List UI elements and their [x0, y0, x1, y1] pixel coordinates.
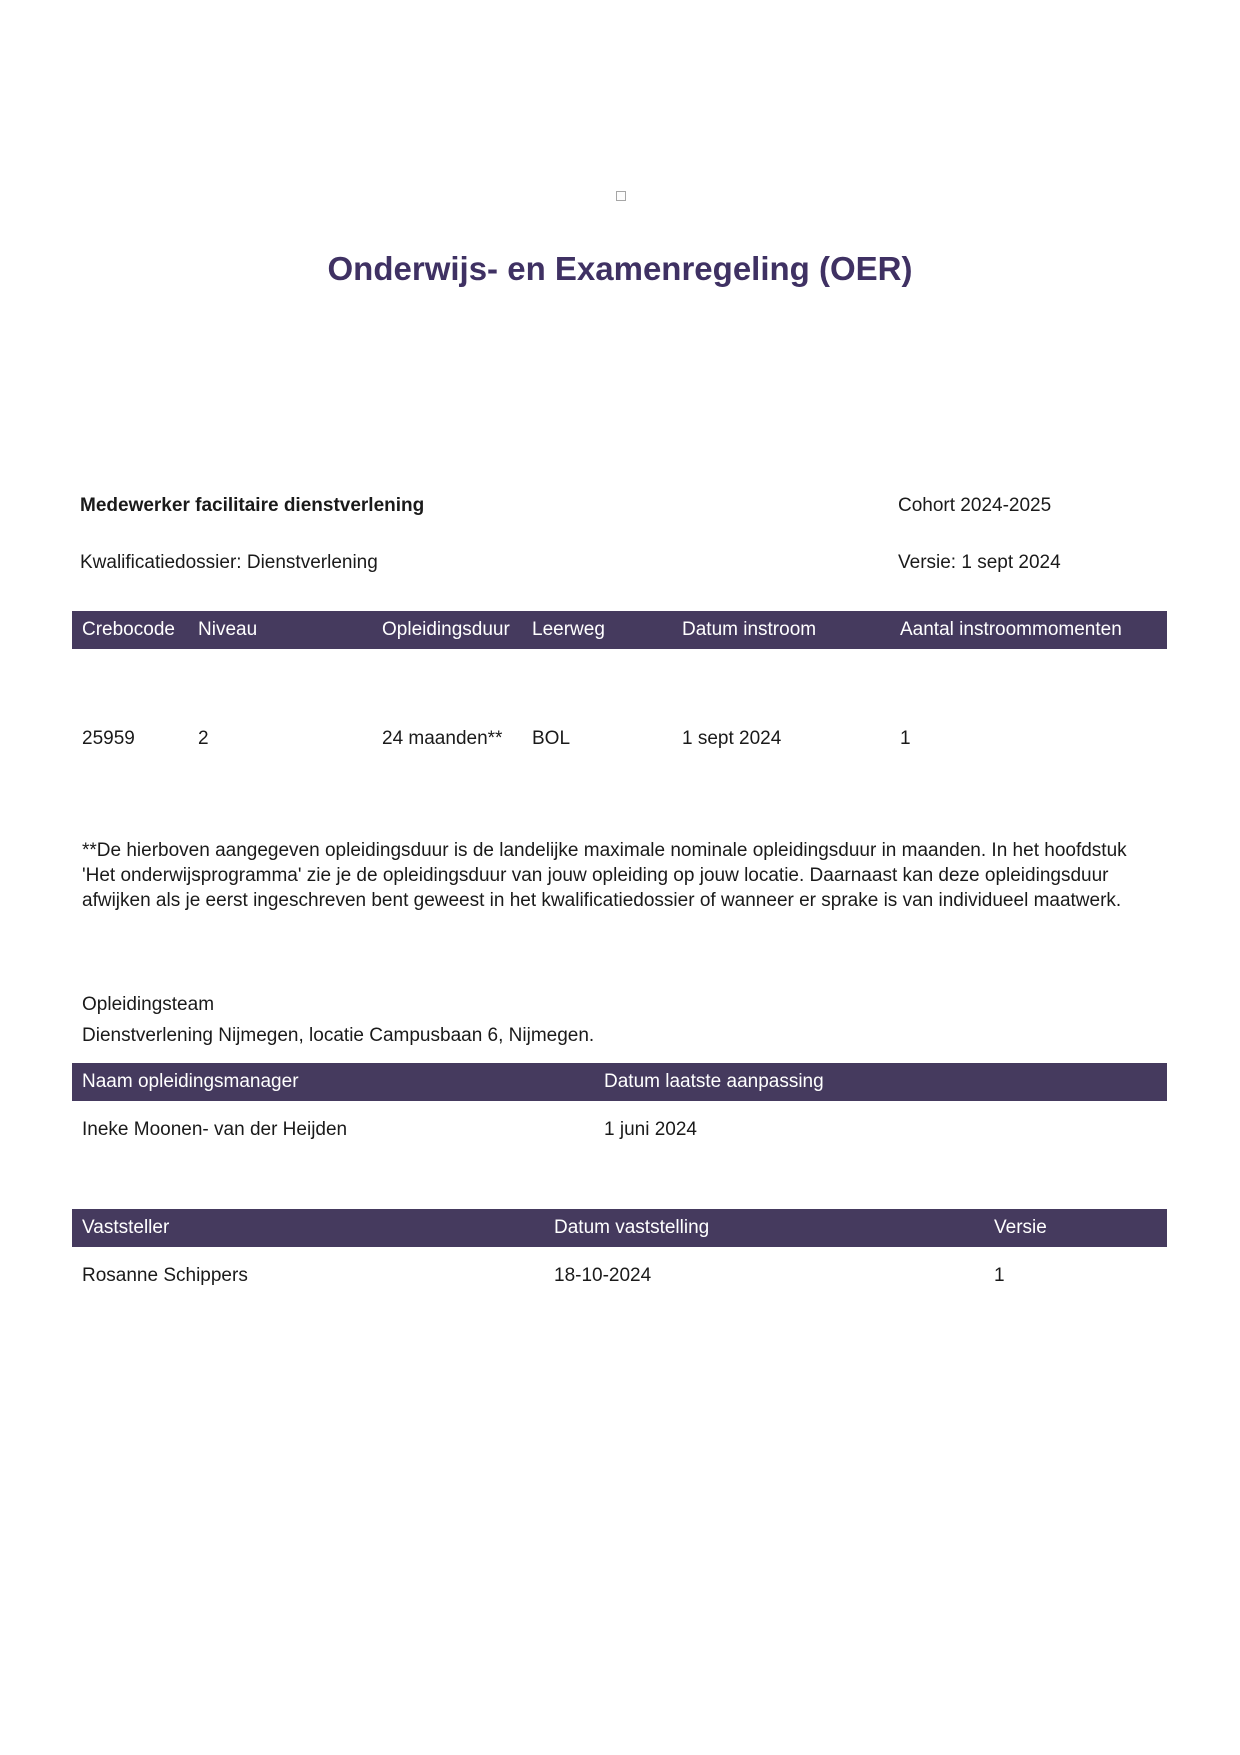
- missing-image-placeholder-icon: [616, 191, 626, 201]
- program-name: Medewerker facilitaire dienstverlening: [80, 495, 425, 516]
- vaststelling-table-row: [72, 1247, 1167, 1287]
- cell-versie: 1: [994, 1265, 1005, 1286]
- crebo-table-row: [72, 649, 1167, 750]
- vaststelling-table: [72, 1209, 1167, 1287]
- header-cell-leerweg: Leerweg: [532, 619, 605, 640]
- header-cell-vaststeller: Vaststeller: [82, 1217, 170, 1238]
- team-location: Dienstverlening Nijmegen, locatie Campusbaan 6, Nijmegen.: [82, 1025, 595, 1046]
- team-heading: Opleidingsteam: [82, 994, 215, 1015]
- header-cell-aantal-instroommomenten: Aantal instroommomenten: [900, 619, 1122, 640]
- header-cell-naam-opleidingsmanager: Naam opleidingsmanager: [82, 1071, 299, 1092]
- header-cell-versie: Versie: [994, 1217, 1047, 1238]
- cell-datum-instroom: 1 sept 2024: [682, 728, 782, 749]
- team-block: [82, 989, 1082, 1051]
- header-cell-datum-instroom: Datum instroom: [682, 619, 817, 640]
- cell-datum-vaststelling: 18-10-2024: [554, 1265, 652, 1286]
- document-title: Onderwijs- en Examenregeling (OER): [327, 250, 913, 287]
- header-cell-opleidingsduur: Opleidingsduur: [382, 619, 510, 640]
- cell-leerweg: BOL: [532, 728, 571, 749]
- manager-table: [72, 1063, 1167, 1141]
- crebo-table-header: [72, 611, 1167, 649]
- kwalificatiedossier-label: Kwalificatiedossier: Dienstverlening: [80, 552, 378, 573]
- header-cell-crebocode: Crebocode: [82, 619, 175, 640]
- duration-note: **De hierboven aangegeven opleidingsduur is de landelijke maximale nominale opleidingsduur in maanden. In het hoofdstuk 'Het onderwijsprogramma' zie je de opleidingsduur van jouw opleiding op jouw locatie. Daarnaast kan deze opleidingsduur afwijken als je eerst ingeschreven bent geweest in het kwalificatiedossier of wanneer er sprake is van individueel maatwerk.: [82, 840, 1127, 911]
- header-cell-datum-laatste-aanpassing: Datum laatste aanpassing: [604, 1071, 824, 1092]
- versie-label: Versie: 1 sept 2024: [898, 552, 1061, 573]
- cell-datum-laatste-aanpassing: 1 juni 2024: [604, 1119, 697, 1140]
- header-cell-niveau: Niveau: [198, 619, 258, 640]
- cell-vaststeller: Rosanne Schippers: [82, 1265, 248, 1286]
- manager-table-row: [72, 1101, 1167, 1141]
- cell-crebocode: 25959: [82, 728, 135, 749]
- header-cell-datum-vaststelling: Datum vaststelling: [554, 1217, 710, 1238]
- cell-niveau: 2: [198, 728, 209, 749]
- manager-table-header: [72, 1063, 1167, 1101]
- crebo-table: [72, 611, 1167, 750]
- vaststelling-table-header: [72, 1209, 1167, 1247]
- cell-opleidingsduur: 24 maanden**: [382, 728, 503, 749]
- cohort-label: Cohort 2024-2025: [898, 495, 1052, 516]
- cell-opleidingsmanager-naam: Ineke Moonen- van der Heijden: [82, 1119, 348, 1140]
- cell-aantal-instroommomenten: 1: [900, 728, 911, 749]
